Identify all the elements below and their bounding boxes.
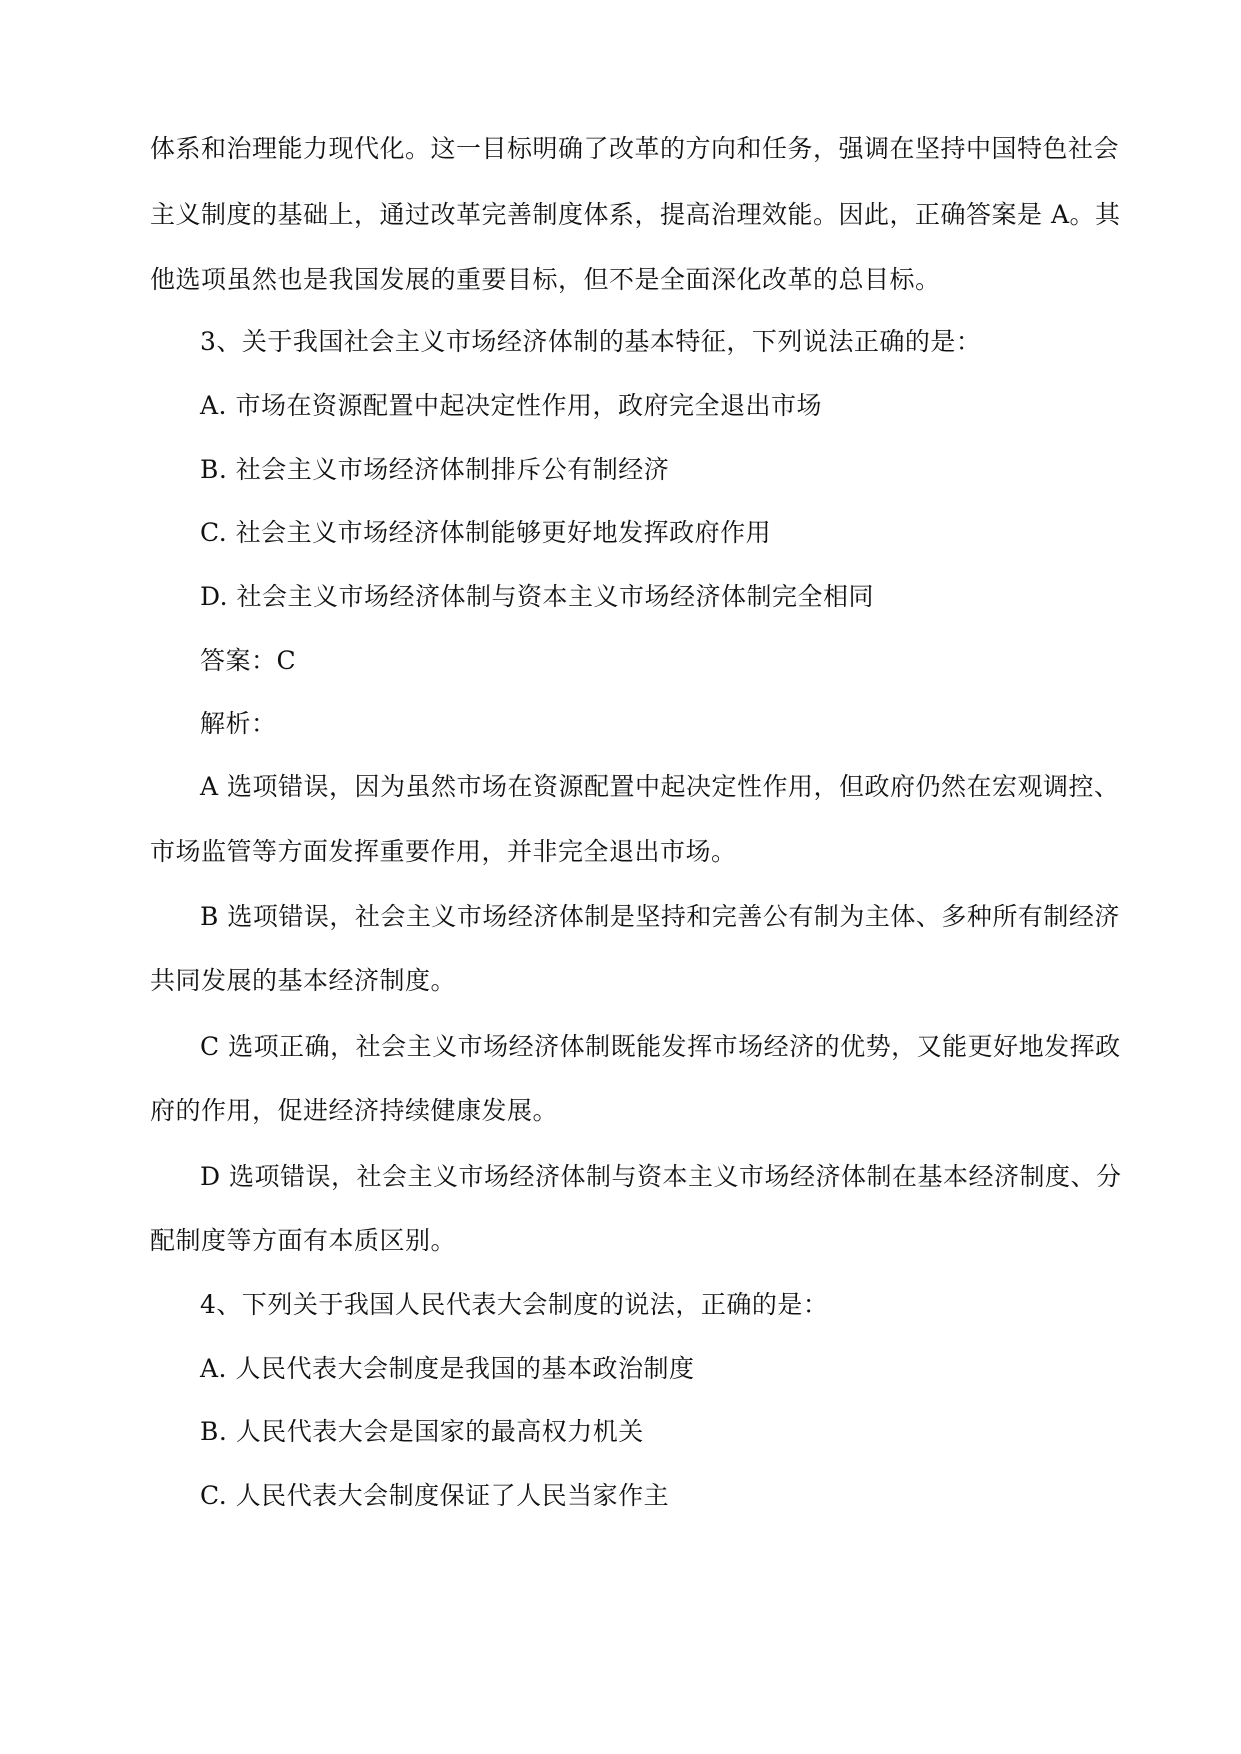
q3-analysis-d-line-1: D 选项错误，社会主义市场经济体制与资本主义市场经济体制在基本经济制度、分 (200, 1162, 1122, 1191)
q3-analysis-c-line-1: C 选项正确，社会主义市场经济体制既能发挥市场经济的优势，又能更好地发挥政 (200, 1032, 1121, 1061)
q3-analysis-label: 解析： (200, 709, 277, 738)
q4-option-b: B. 人民代表大会是国家的最高权力机关 (200, 1417, 644, 1446)
q3-analysis-b-line-2: 共同发展的基本经济制度。 (150, 966, 457, 995)
continuation-line-1: 体系和治理能力现代化。这一目标明确了改革的方向和任务，强调在坚持中国特色社会 (150, 134, 1120, 163)
q3-analysis-a-line-1: A 选项错误，因为虽然市场在资源配置中起决定性作用，但政府仍然在宏观调控、 (200, 772, 1120, 801)
q3-option-c: C. 社会主义市场经济体制能够更好地发挥政府作用 (200, 518, 772, 547)
q3-option-a: A. 市场在资源配置中起决定性作用，政府完全退出市场 (200, 391, 822, 420)
q4-option-a: A. 人民代表大会制度是我国的基本政治制度 (200, 1354, 695, 1383)
q3-analysis-d-line-2: 配制度等方面有本质区别。 (150, 1226, 457, 1255)
continuation-line-2: 主义制度的基础上，通过改革完善制度体系，提高治理效能。因此，正确答案是 A。其 (150, 200, 1121, 229)
q3-answer: 答案：C (200, 646, 297, 675)
q3-option-d: D. 社会主义市场经济体制与资本主义市场经济体制完全相同 (200, 582, 875, 611)
q3-analysis-b-line-1: B 选项错误，社会主义市场经济体制是坚持和完善公有制为主体、多种所有制经济 (200, 902, 1120, 931)
q4-option-c: C. 人民代表大会制度保证了人民当家作主 (200, 1481, 670, 1510)
q3-question: 3、关于我国社会主义市场经济体制的基本特征，下列说法正确的是： (200, 327, 982, 356)
q3-option-b: B. 社会主义市场经济体制排斥公有制经济 (200, 455, 670, 484)
q3-analysis-a-line-2: 市场监管等方面发挥重要作用，并非完全退出市场。 (150, 837, 737, 866)
q3-analysis-c-line-2: 府的作用，促进经济持续健康发展。 (150, 1096, 559, 1125)
continuation-line-3: 他选项虽然也是我国发展的重要目标，但不是全面深化改革的总目标。 (150, 265, 941, 294)
q4-question: 4、下列关于我国人民代表大会制度的说法，正确的是： (200, 1290, 829, 1319)
